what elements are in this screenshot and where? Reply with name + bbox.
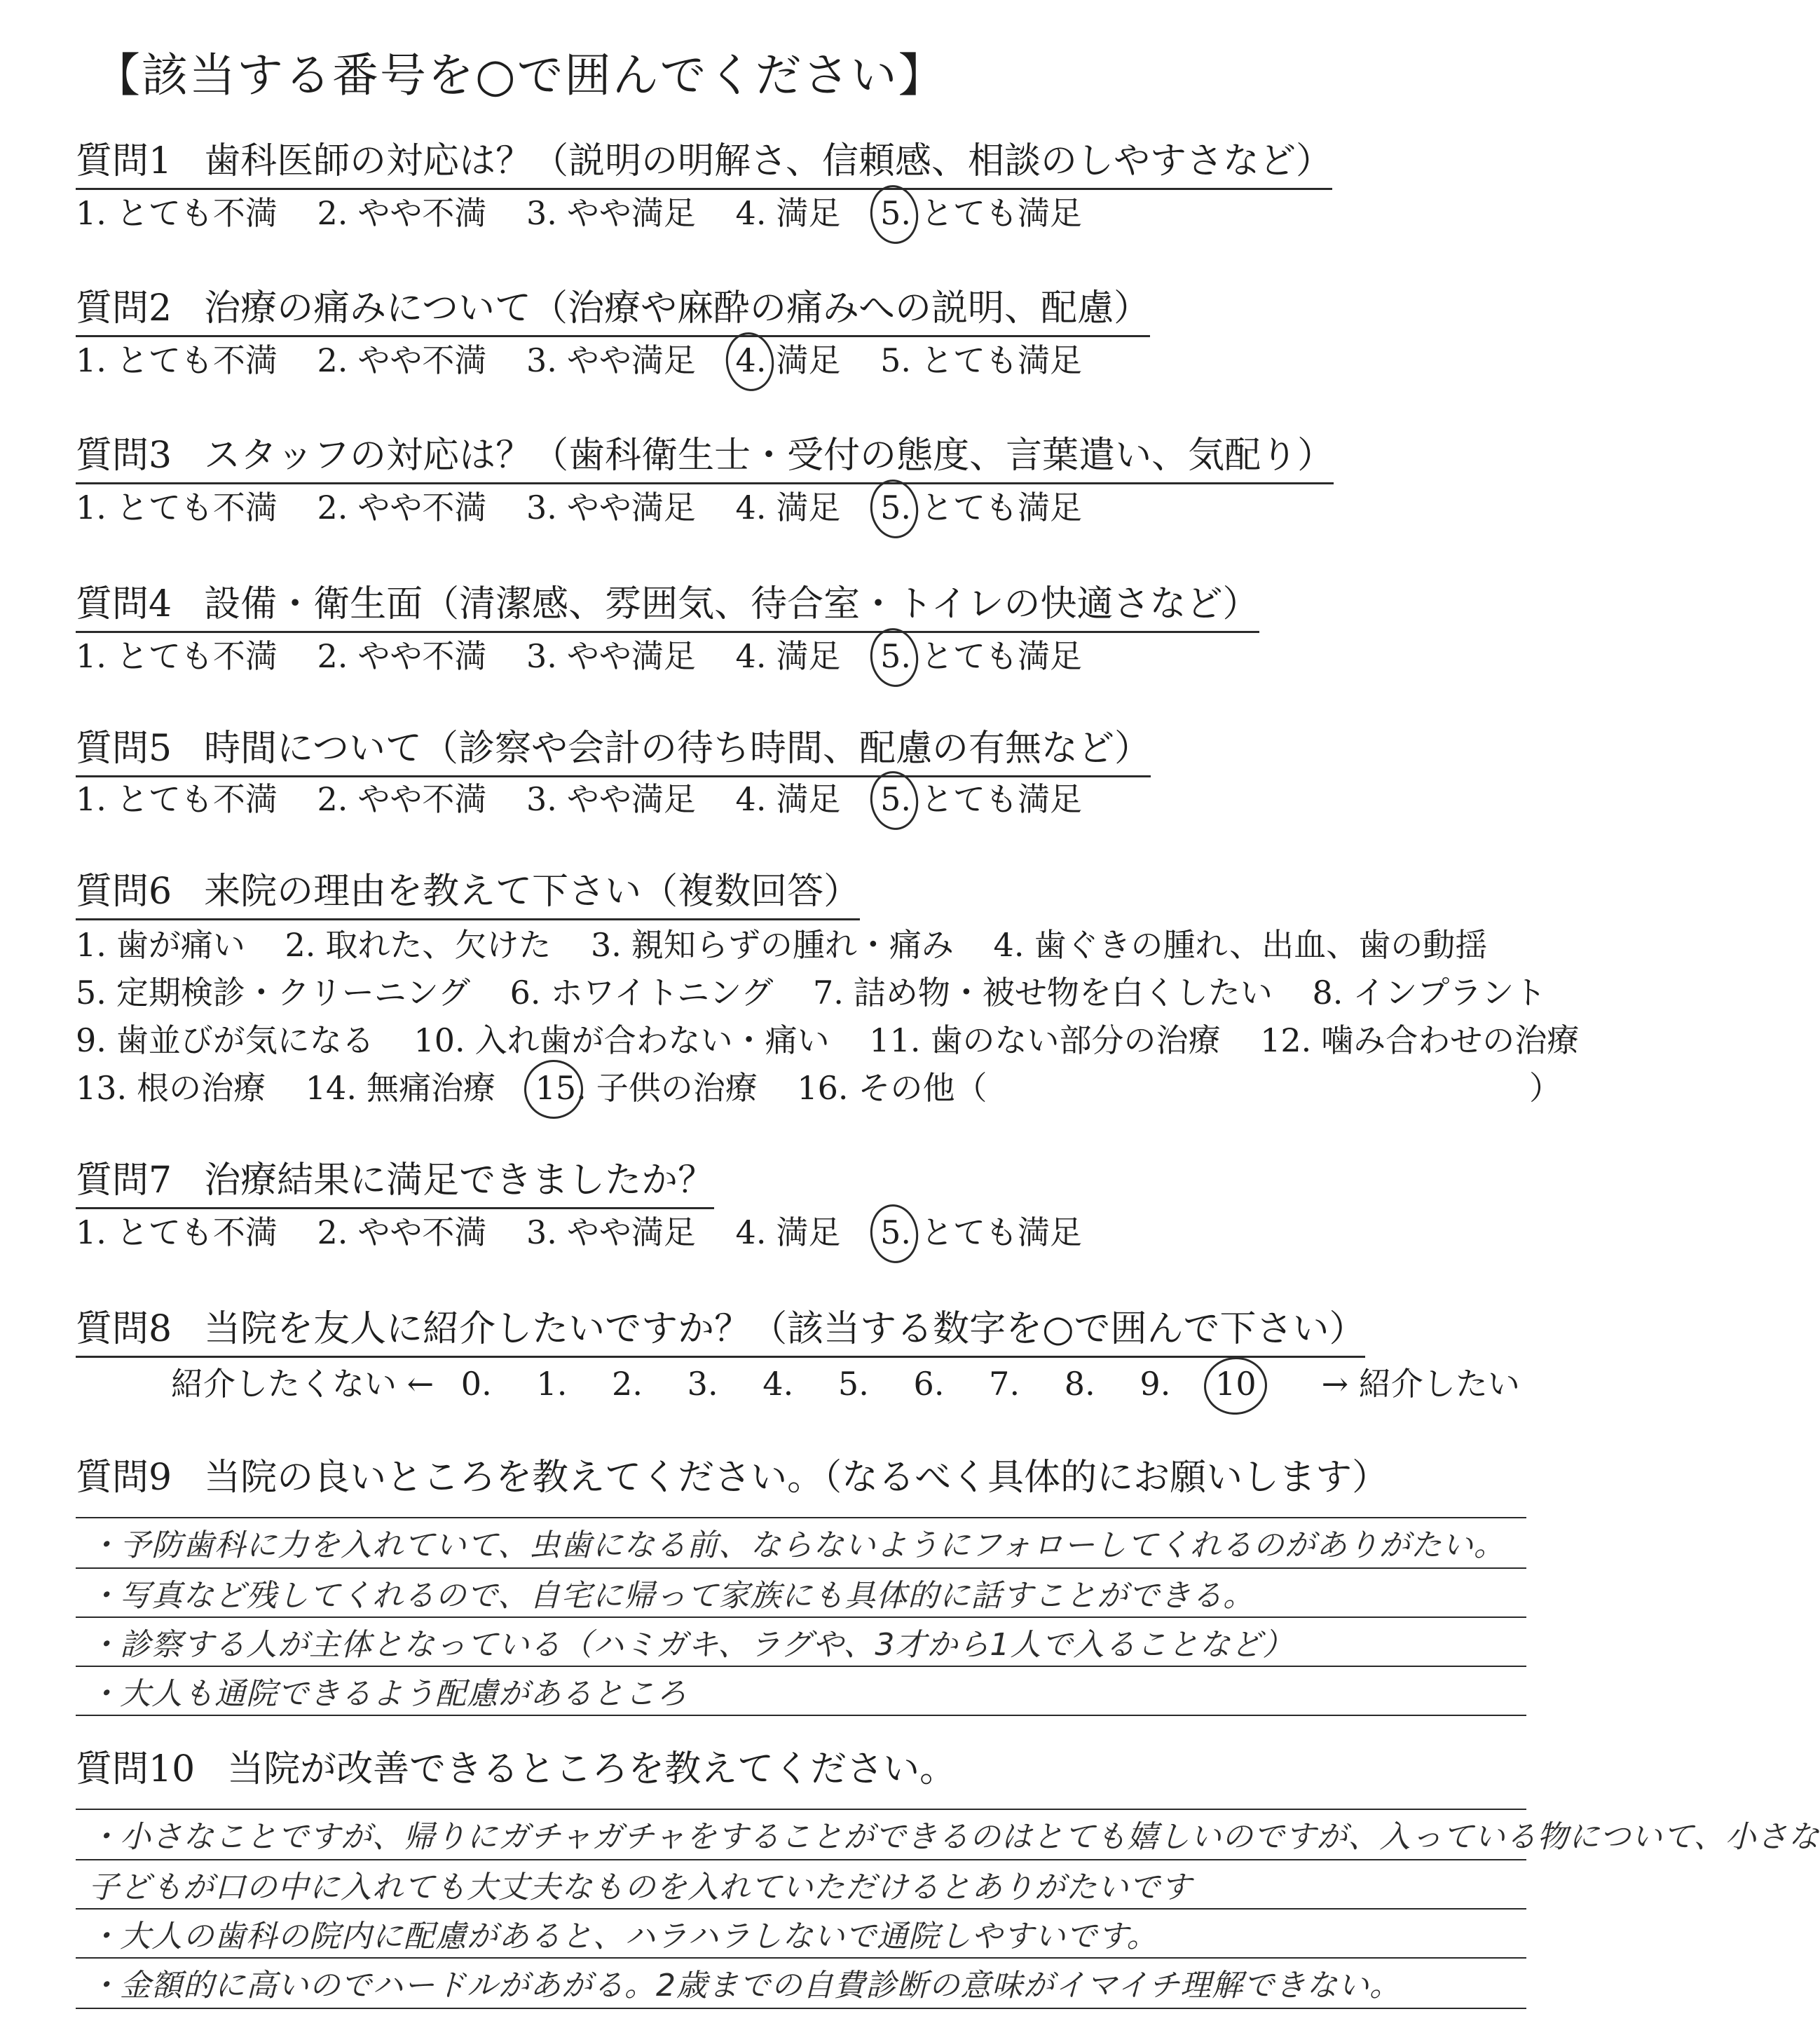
option-1[interactable]: 1. とても不満 [76,194,278,232]
option-5-selected[interactable]: 5. とても満足 [880,194,1082,232]
question-5-options [76,778,1111,820]
ruled-line [76,1517,1526,1518]
option-1[interactable]: 1. とても不満 [76,1213,278,1251]
option-5[interactable]: 5. とても満足 [880,341,1082,379]
question-number: 質問2 [76,287,172,329]
recommend-scale [171,1363,1520,1405]
option-1[interactable]: 1. とても不満 [76,489,278,526]
option-1[interactable]: 1. とても不満 [76,637,278,675]
scale-right-label: → 紹介したい [1321,1365,1520,1403]
scale-9[interactable]: 9. [1140,1365,1171,1403]
ruled-line [76,1715,1526,1716]
question-6-title [76,868,860,920]
option-8[interactable]: 8. インプラント [1312,974,1547,1012]
other-close-paren: ） [1529,1069,1561,1107]
question-number: 質問1 [76,140,172,182]
question-number: 質問6 [76,871,172,913]
option-3[interactable]: 3. やや満足 [526,637,696,675]
option-2[interactable]: 2. やや不満 [317,489,487,526]
option-9[interactable]: 9. 歯並びが気になる [76,1021,374,1059]
option-5-selected[interactable]: 5. とても満足 [880,637,1082,675]
option-2[interactable]: 2. やや不満 [317,1213,487,1251]
option-11[interactable]: 11. 歯のない部分の治療 [869,1021,1221,1059]
question-1-options [76,192,1111,234]
question-2-options [76,339,1111,381]
handwritten-answer: ・大人の歯科の院内に配慮があると、ハラハラしないで通院しやすいです。 [88,1919,1158,1954]
question-6-options-row-1 [76,924,1517,966]
question-6-options-row-3 [76,1019,1608,1061]
question-number: 質問7 [76,1159,172,1202]
question-5-title [76,725,1151,777]
question-text: 当院が改善できるところを教えてください。 [227,1748,957,1790]
handwritten-answer: ・小さなことですが、帰りにガチャガチャをすることができるのはとても嬉しいのですが、入っている物について、小さな [88,1819,1820,1855]
option-4-selected[interactable]: 4. 満足 [735,341,841,379]
option-7[interactable]: 7. 詰め物・被せ物を白くしたい [813,974,1273,1012]
option-2[interactable]: 2. やや不満 [317,780,487,818]
scale-3[interactable]: 3. [687,1365,718,1403]
option-16[interactable]: 16. その他（ [797,1069,987,1107]
question-number: 質問8 [76,1308,172,1350]
ruled-line [76,1567,1526,1569]
option-1[interactable]: 1. とても不満 [76,780,278,818]
scale-6[interactable]: 6. [913,1365,945,1403]
ruled-line [76,1809,1526,1810]
question-text: 治療の痛みについて（治療や麻酔の痛みへの説明、配慮） [204,287,1151,329]
question-text: 来院の理由を教えて下さい（複数回答） [204,871,861,913]
option-10[interactable]: 10. 入れ歯が合わない・痛い [413,1021,830,1059]
handwritten-answer: ・診察する人が主体となっている（ハミガキ、ラグや、3才から1人で入ることなど） [88,1627,1294,1663]
option-3[interactable]: 3. やや満足 [526,780,696,818]
question-8-title [76,1305,1365,1358]
scale-0[interactable]: 0. [460,1365,492,1403]
option-2[interactable]: 2. やや不満 [317,637,487,675]
question-text: 治療結果に満足できましたか？ [204,1159,715,1202]
question-4-title [76,580,1259,633]
question-7-options [76,1211,1111,1253]
scale-10-selected[interactable]: 10 [1215,1363,1280,1405]
option-1[interactable]: 1. とても不満 [76,341,278,379]
option-14[interactable]: 14. 無痛治療 [305,1069,495,1107]
handwritten-answer: ・写真など残してくれるので、自宅に帰って家族にも具体的に話すことができる。 [88,1578,1255,1614]
question-number: 質問10 [76,1748,196,1790]
option-4[interactable]: 4. 歯ぐきの腫れ、出血、歯の動揺 [993,926,1488,964]
option-3[interactable]: 3. やや満足 [526,341,696,379]
question-text: 時間について（診察や会計の待ち時間、配慮の有無など） [204,728,1151,770]
question-4-options [76,635,1111,677]
handwritten-answer: 子どもが口の中に入れても大丈夫なものを入れていただけるとありがたいです [88,1870,1192,1905]
option-2[interactable]: 2. 取れた、欠けた [285,926,552,964]
question-9-title [76,1454,1388,1504]
scale-8[interactable]: 8. [1064,1365,1095,1403]
option-3[interactable]: 3. やや満足 [526,489,696,526]
option-5-selected[interactable]: 5. とても満足 [880,1213,1082,1251]
option-5-selected[interactable]: 5. とても満足 [880,489,1082,526]
question-6-options-row-2 [76,972,1575,1014]
option-4[interactable]: 4. 満足 [735,194,841,232]
option-12[interactable]: 12. 噛み合わせの治療 [1260,1021,1580,1059]
question-2-title [76,285,1150,337]
option-13[interactable]: 13. 根の治療 [76,1069,266,1107]
scale-left-label: 紹介したくない ← [171,1365,435,1403]
option-1[interactable]: 1. 歯が痛い [76,926,245,964]
option-2[interactable]: 2. やや不満 [317,341,487,379]
question-text: 設備・衛生面（清潔感、雰囲気、待合室・トイレの快適さなど） [204,583,1259,625]
scale-1[interactable]: 1. [536,1365,568,1403]
question-text: スタッフの対応は？（歯科衛生士・受付の態度、言葉遣い、気配り） [204,435,1334,477]
question-text: 当院を友人に紹介したいですか？（該当する数字を○で囲んで下さい） [204,1308,1366,1350]
ruled-line [76,1859,1526,1860]
option-3[interactable]: 3. やや満足 [526,194,696,232]
question-10-title [76,1745,956,1796]
scale-4[interactable]: 4. [762,1365,794,1403]
question-7-title [76,1157,714,1209]
option-4[interactable]: 4. 満足 [735,637,841,675]
ruled-line [76,2008,1526,2009]
option-5[interactable]: 5. 定期検診・クリーニング [76,974,470,1012]
question-number: 質問4 [76,583,172,625]
question-text: 歯科医師の対応は？（説明の明解さ、信頼感、相談のしやすさなど） [204,140,1333,182]
ruled-line [76,1616,1526,1618]
option-2[interactable]: 2. やや不満 [317,194,487,232]
question-6-options-row-4 [76,1067,1017,1109]
question-3-title [76,432,1334,484]
question-number: 質問3 [76,435,172,477]
option-4[interactable]: 4. 満足 [735,489,841,526]
scale-7[interactable]: 7. [989,1365,1020,1403]
question-number: 質問9 [76,1457,172,1499]
question-text: 当院の良いところを教えてください。（なるべく具体的にお願いします） [204,1457,1389,1499]
ruled-line [76,1666,1526,1667]
handwritten-answer: ・大人も通院できるよう配慮があるところ [88,1676,687,1712]
page-title: 【該当する番号を○で囲んでください】 [94,48,946,102]
option-3[interactable]: 3. やや満足 [526,1213,696,1251]
ruled-line [76,1908,1526,1910]
option-5-selected[interactable]: 5. とても満足 [880,780,1082,818]
option-6[interactable]: 6. ホワイトニング [509,974,774,1012]
scale-5[interactable]: 5. [837,1365,869,1403]
option-4[interactable]: 4. 満足 [735,780,841,818]
ruled-line [76,1957,1526,1959]
handwritten-answer: ・金額的に高いのでハードルがあがる。2歳までの自費診断の意味がイマイチ理解できない。 [88,1968,1402,2003]
question-1-title [76,137,1332,190]
question-number: 質問5 [76,728,172,770]
option-3[interactable]: 3. 親知らずの腫れ・痛み [591,926,954,964]
scale-2[interactable]: 2. [612,1365,643,1403]
question-3-options [76,486,1111,529]
option-4[interactable]: 4. 満足 [735,1213,841,1251]
option-15-selected[interactable]: 15. 子供の治療 [535,1069,758,1107]
handwritten-answer: ・予防歯科に力を入れていて、虫歯になる前、ならないようにフォローしてくれるのがありがたい。 [88,1527,1505,1563]
